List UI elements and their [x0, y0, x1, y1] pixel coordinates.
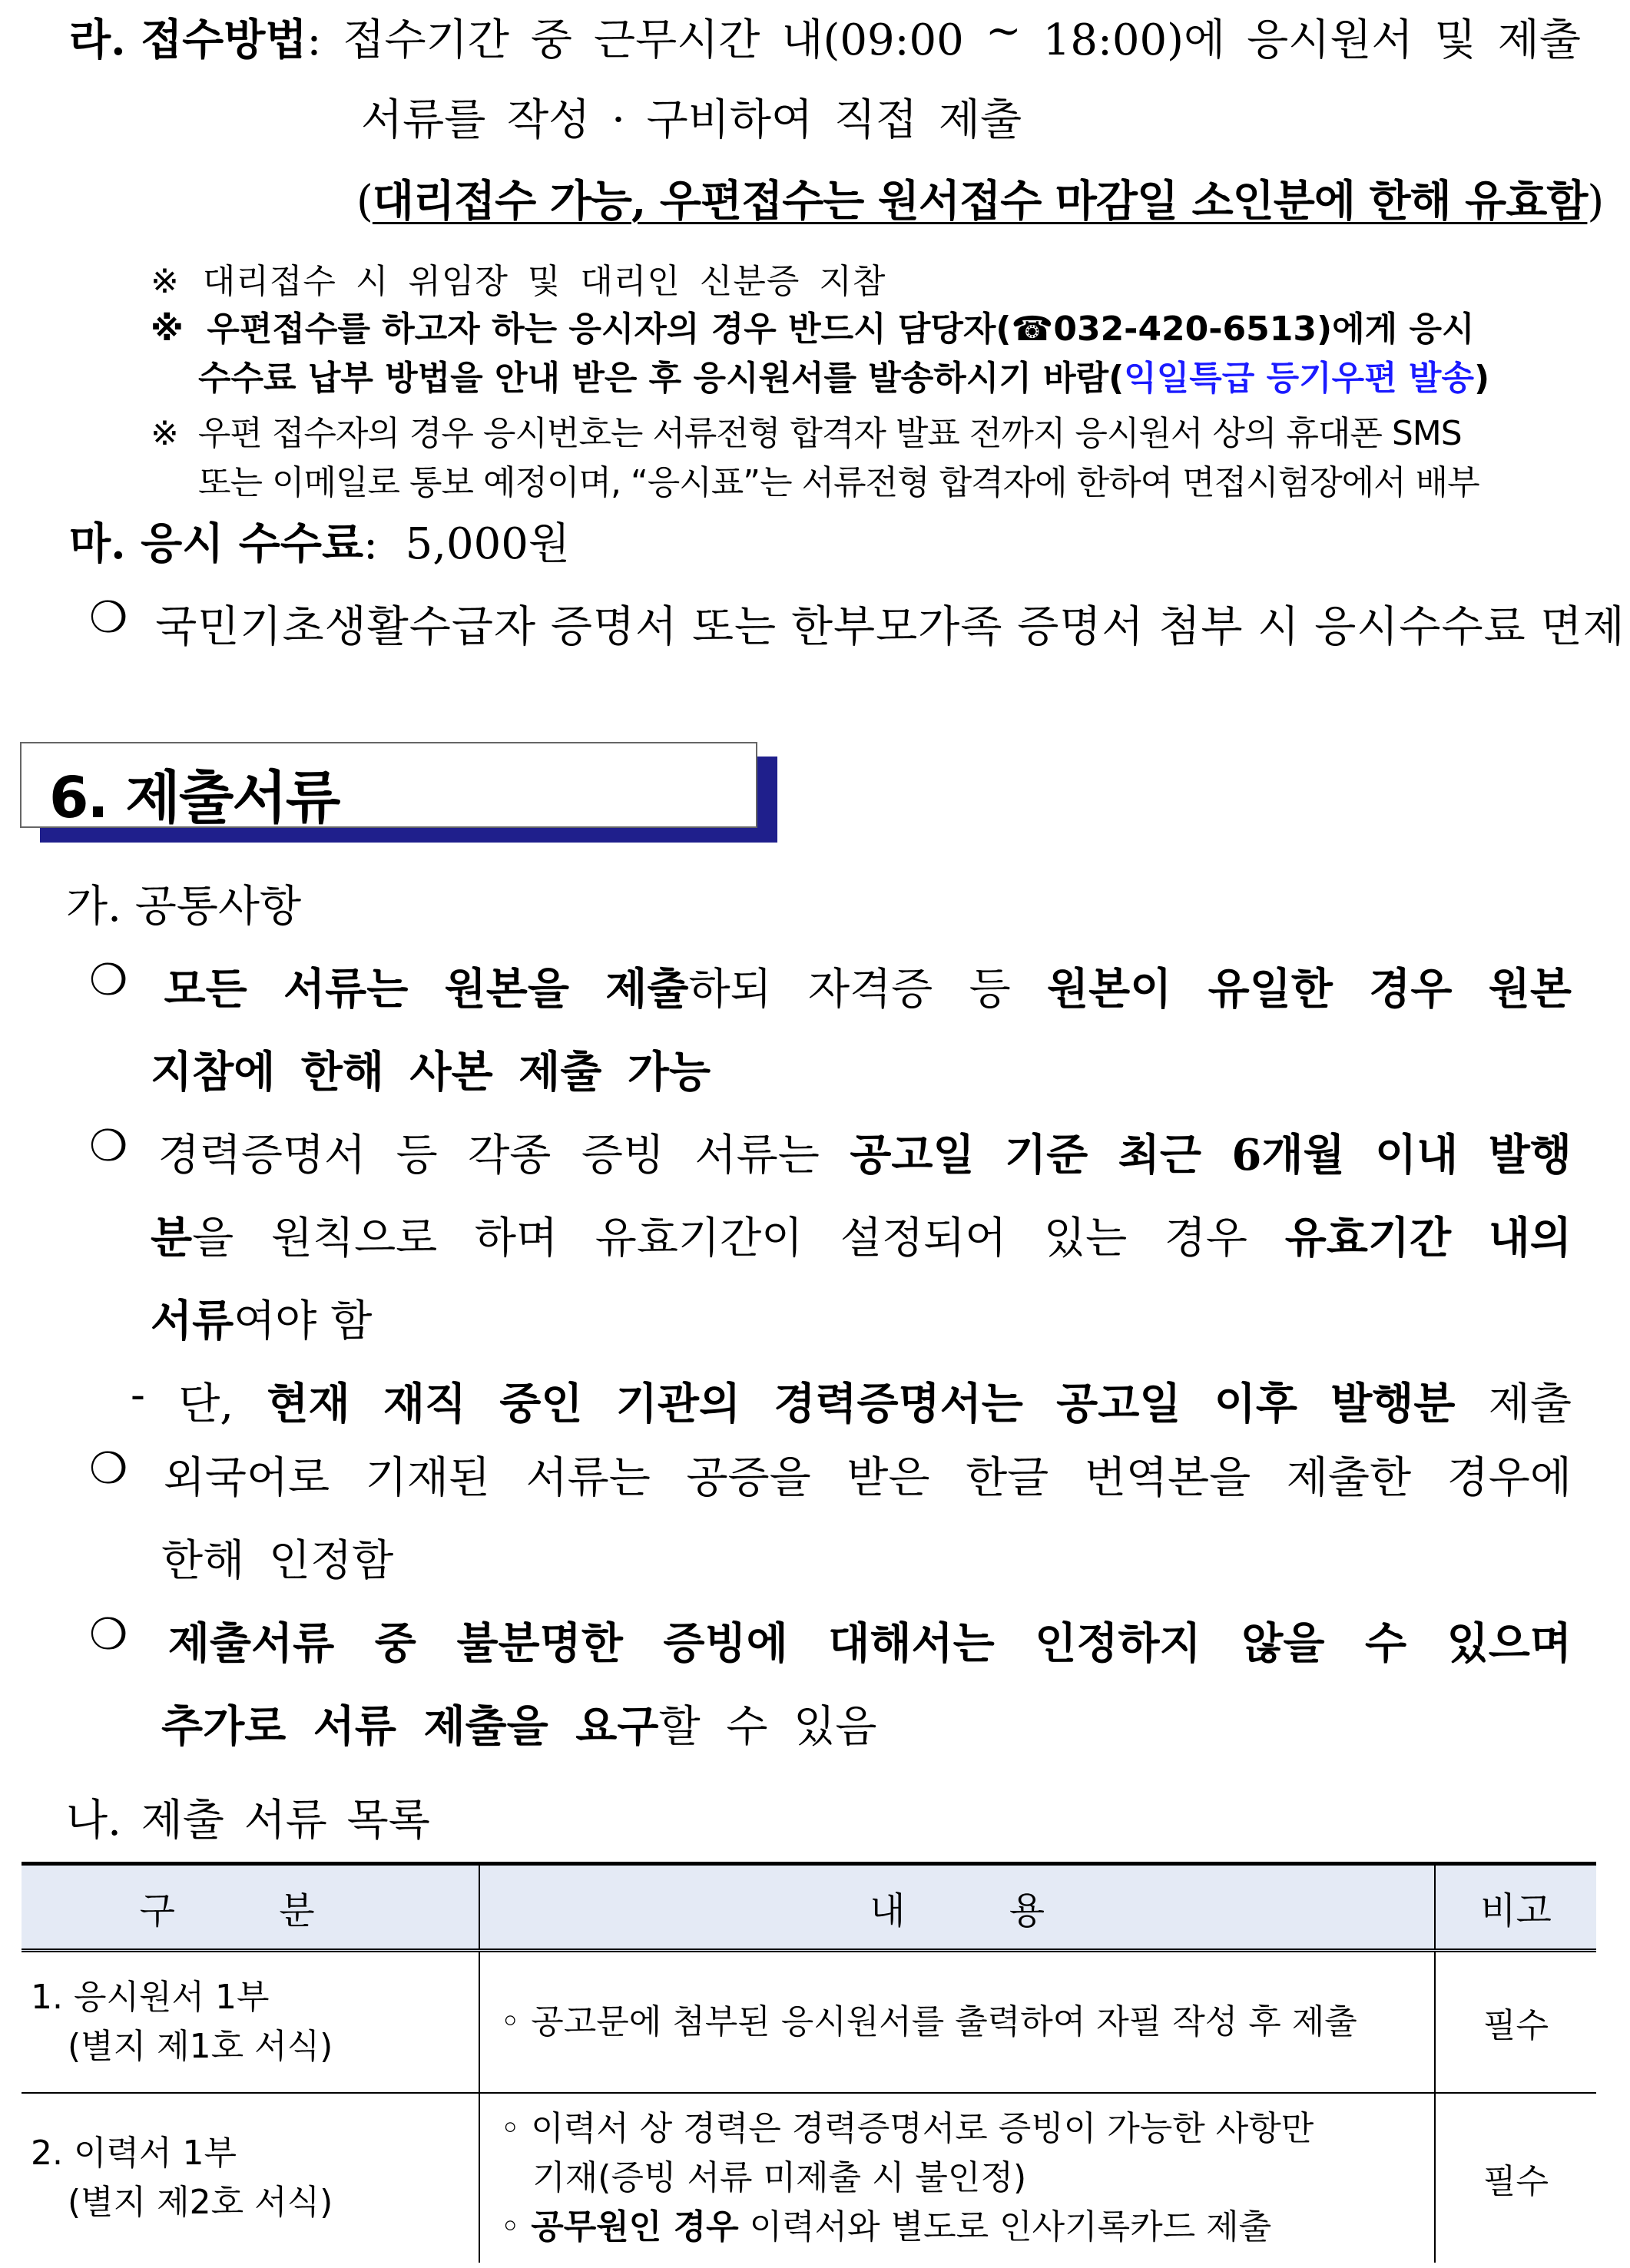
doc-name: 1. 응시원서 1부	[31, 1978, 270, 2017]
p1-line2: 지참에 한해 사본 제출 가능	[151, 1047, 711, 1098]
table-row	[22, 2093, 1596, 2263]
table-header-row	[22, 1864, 1596, 1951]
table-row	[22, 1951, 1596, 2094]
section-title: 6. 제출서류	[49, 765, 340, 831]
p2-line1: ❍ 경력증명서 등 각종 증빙 서류는 공고일 기준 최근 6개월 이내 발행	[89, 1121, 1572, 1183]
note-1: ※ 대리접수 시 위임장 및 대리인 신분증 지참	[151, 262, 886, 301]
p2-line2: 분을 원칙으로 하며 유효기간이 설정되어 있는 경우 유효기간 내의	[151, 1213, 1572, 1263]
note-3: ※ 우편 접수자의 경우 응시번호는 서류전형 합격자 발표 전까지 응시원서 상의 휴대폰 SMS	[151, 414, 1462, 453]
p3-line2: 한해 인정함	[161, 1536, 394, 1586]
bullet-icon: ❍	[89, 593, 128, 643]
doc-name: 2. 이력서 1부	[31, 2134, 237, 2173]
ra-proxy-note: 대리접수 가능, 우편접수는 원서접수 마감일 소인분에 한해 유효함	[372, 176, 1588, 227]
ra-line3: (대리접수 가능, 우편접수는 원서접수 마감일 소인분에 한해 유효함)	[356, 176, 1604, 227]
fee-value: 5,000원	[405, 519, 570, 569]
doc-content: ◦ 이력서 상 경력은 경력증명서로 증빙이 가능한 사항만 기재(증빙 서류 미제출 시 불인정) ◦ 공무원인 경우 이력서와 별도로 인사기록카드 제출	[500, 2109, 1314, 2246]
bullet-icon: ❍	[89, 1121, 128, 1171]
ra-line2: 서류를 작성 · 구비하여 직접 제출	[361, 95, 1022, 145]
col-content: 내 용	[479, 1864, 1435, 1951]
note-2-cont: 수수료 납부 방법을 안내 받은 후 응시원서를 발송하시기 바람(익일특급 등기우편 발송)	[198, 359, 1490, 398]
ga-title: 가. 공통사항	[66, 882, 302, 932]
doc-content: ◦ 공고문에 첨부된 응시원서를 출력하여 자필 작성 후 제출	[500, 2002, 1357, 2041]
p4-line1: ❍ 제출서류 중 불분명한 증빙에 대해서는 인정하지 않을 수 있으며	[89, 1610, 1572, 1671]
p1-line1: ❍ 모든 서류는 원본을 제출하되 자격증 등 원본이 유일한 경우 원본	[89, 955, 1572, 1017]
doc-required: 필수	[1435, 1951, 1596, 2094]
doc-required: 필수	[1435, 2093, 1596, 2263]
note-3-cont: 또는 이메일로 통보 예정이며, “응시표”는 서류전형 합격자에 한하여 면접시험장에서 배부	[198, 463, 1479, 502]
doc-form: (별지 제1호 서식)	[68, 2027, 333, 2066]
documents-table	[22, 1862, 1596, 2263]
bullet-icon: ❍	[89, 1610, 128, 1660]
doc-form: (별지 제2호 서식)	[68, 2183, 333, 2222]
col-note: 비고	[1435, 1864, 1596, 1951]
bullet-icon: ❍	[89, 1444, 128, 1494]
express-mail-text: 익일특급 등기우편 발송	[1124, 359, 1474, 398]
na-title: 나. 제출 서류 목록	[66, 1796, 430, 1846]
ma-line: 마. 응시 수수료: 5,000원	[69, 518, 570, 569]
p2-sub: - 단, 현재 재직 중인 기관의 경력증명서는 공고일 이후 발행분 제출	[131, 1370, 1572, 1429]
p3-line1: ❍ 외국어로 기재된 서류는 공증을 받은 한글 번역본을 제출한 경우에	[89, 1444, 1572, 1505]
ma-label: 마. 응시 수수료	[69, 518, 364, 569]
p4-line2: 추가로 서류 제출을 요구할 수 있음	[161, 1701, 877, 1752]
note-2: ※ 우편접수를 하고자 하는 응시자의 경우 반드시 담당자(☎032-420-6513)에게 응시	[151, 310, 1475, 349]
col-category: 구 분	[22, 1864, 479, 1951]
bullet-icon: ❍	[89, 955, 128, 1005]
ma-bullet-line: ❍ 국민기초생활수급자 증명서 또는 한부모가족 증명서 첨부 시 응시수수료 면제	[89, 593, 1559, 654]
ra-label: 라. 접수방법	[69, 15, 307, 65]
ra-line1: 라. 접수방법: 접수기간 중 근무시간 내(09:00 ~ 18:00)에 응시원서 및 제출	[69, 6, 1581, 65]
p2-line3: 서류여야 함	[151, 1296, 373, 1346]
